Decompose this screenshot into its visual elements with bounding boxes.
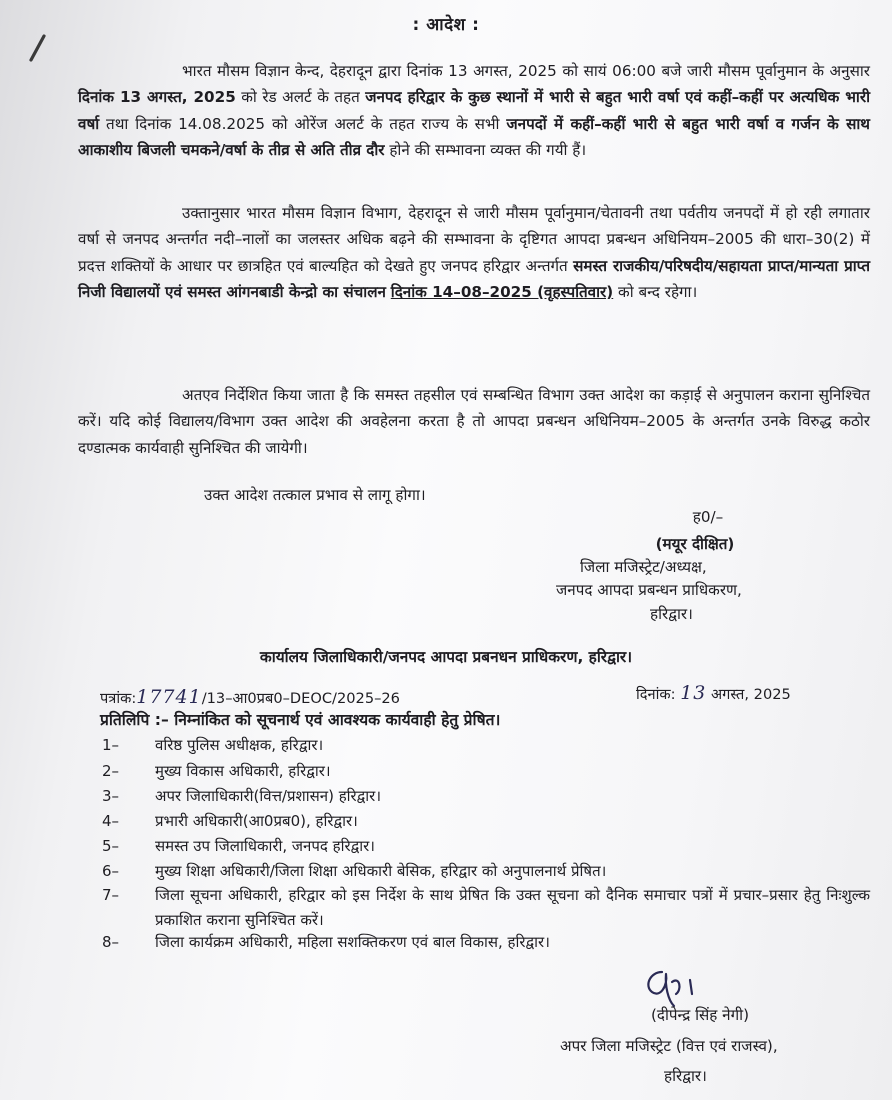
p3-text: अतएव निर्देशित किया जाता है कि समस्त तहसील एवं सम्बन्धित विभाग उक्त आदेश का कड़ाई से अनुपालन कराना सुनिश्चित करें। यदि कोई विद्यालय/विभाग उक्त आदेश की अवहेलना करता है तो आपदा प्रबन्धन अधिनियम–2005 के अन्तर्गत उनके विरुद्ध कठोर दण्डात्मक कार्यवाही सुनिश्चित की जायेगी। <box>78 386 870 457</box>
reference-number <box>100 686 400 708</box>
paragraph-school-closure <box>78 200 870 305</box>
list-item-text: अपर जिलाधिकारी(वित्त/प्रशासन) हरिद्वार। <box>155 787 382 805</box>
adm-place: हरिद्वार। <box>664 1067 707 1085</box>
dm-authority: जनपद आपदा प्रबन्धन प्राधिकरण, <box>556 581 742 599</box>
dm-name: (मयूर दीक्षित) <box>655 535 735 553</box>
list-item-number: 3– <box>102 787 120 805</box>
list-item-number: 2– <box>102 762 120 780</box>
list-item-number: 4– <box>102 812 120 830</box>
p1-bold-date: दिनांक 13 अगस्त, 2025 <box>78 88 236 107</box>
p2-closure-date: दिनांक 14–08–2025 (वृहस्पतिवार) <box>390 282 614 301</box>
list-item-number: 5– <box>102 837 120 855</box>
list-item-text: जिला कार्यक्रम अधिकारी, महिला सशक्तिकरण एवं बाल विकास, हरिद्वार। <box>155 933 550 951</box>
adm-designation: अपर जिला मजिस्ट्रेट (वित्त एवं राजस्व), <box>560 1037 778 1055</box>
p1-text-1: भारत मौसम विज्ञान केन्द, देहरादून द्वारा दिनांक 13 अगस्त, 2025 को सायं 06:00 बजे जारी मौसम पूर्वानुमान के अनुसार <box>182 62 870 80</box>
dm-signed-mark: ह0/– <box>692 508 724 526</box>
date-handwritten-day: 13 <box>680 682 707 704</box>
adm-name: (दीपेन्द्र सिंह नेगी) <box>650 1006 750 1024</box>
p2-bold-institutions: समस्त राजकीय/परिषदीय/सहायता प्राप्त/मान्यता प्राप्त निजी विद्यालयों एवं समस्त आंगनबाडी केन्द्रो का संचालन <box>78 256 870 301</box>
issue-date <box>636 682 791 704</box>
list-item-text: मुख्य शिक्षा अधिकारी/जिला शिक्षा अधिकारी बेसिक, हरिद्वार को अनुपालनार्थ प्रेषित। <box>155 862 607 880</box>
dm-place: हरिद्वार। <box>650 605 693 623</box>
date-month-year: अगस्त, 2025 <box>711 686 791 703</box>
reference-handwritten-number: 17741 <box>136 686 202 708</box>
order-title: : आदेश : <box>412 15 480 35</box>
list-item-text: प्रभारी अधिकारी(आ0प्रब0), हरिद्वार। <box>155 812 358 830</box>
copy-to-heading: प्रतिलिपि :– निम्नांकित को सूचनार्थ एवं आवश्यक कार्यवाही हेतु प्रेषित। <box>100 711 501 729</box>
paragraph-weather-forecast <box>78 58 870 163</box>
office-title: कार्यालय जिलाधिकारी/जनपद आपदा प्रबनधन प्राधिकरण, हरिद्वार। <box>259 648 633 666</box>
paragraph-effective: उक्त आदेश तत्काल प्रभाव से लागू होगा। <box>204 486 426 504</box>
p1-bold-districts-rain: जनपदों में कहीं–कहीं भारी से बहुत भारी वर्षा व गर्जन के साथ आकाशीय बिजली चमकने/वर्षा के तीव्र से अति तीव्र दौर <box>78 114 871 159</box>
p1-text-2: को रेड अलर्ट के तहत <box>235 88 366 107</box>
list-item-text: जिला सूचना अधिकारी, हरिद्वार को इस निर्देश के साथ प्रेषित कि उक्त सूचना को दैनिक समाचार पत्रों में प्रचार–प्रसार हेतु निःशुल्क प्रकाशित कराना सुनिश्चित करें। <box>155 886 870 929</box>
pen-stroke-mark <box>26 33 48 63</box>
paragraph-compliance <box>78 382 870 461</box>
p1-bold-haridwar-rain: जनपद हरिद्वार के कुछ स्थानों में भारी से बहुत भारी वर्षा एवं कहीं–कहीं पर अत्यधिक भारी वर्षा <box>78 88 871 133</box>
reference-label: पत्रांक: <box>100 690 137 707</box>
date-label: दिनांक: <box>636 686 676 703</box>
list-item-text: समस्त उप जिलाधिकारी, जनपद हरिद्वार। <box>155 837 375 855</box>
list-item-number: 7– <box>102 886 120 904</box>
list-item-text: वरिष्ठ पुलिस अधीक्षक, हरिद्वार। <box>155 736 324 754</box>
list-item-number: 1– <box>102 736 120 754</box>
list-item-number: 6– <box>102 862 120 880</box>
dm-designation: जिला मजिस्ट्रेट/अध्यक्ष, <box>580 558 707 576</box>
p1-text-4: होने की सम्भावना व्यक्त की गयी हैं। <box>384 140 587 159</box>
list-item-text: मुख्य विकास अधिकारी, हरिद्वार। <box>155 762 331 780</box>
p2-text-1: उक्तानुसार भारत मौसम विज्ञान विभाग, देहरादून से जारी मौसम पूर्वानुमान/चेतावनी तथा पर्वतीय जनपदों में हो रही लगातार वर्षा से जनपद अन्तर्गत नदी–नालों का जलस्तर अधिक बढ़ने की सम्भावना के दृष्टिगत आपदा प्रबन्धन अधिनियम–2005 की धारा–30(2) में प्रदत्त शक्तियों के आधार पर छात्रहित एवं बाल्यहित को देखते हुए जनपद हरिद्वार अन्तर्गत <box>78 204 870 275</box>
reference-suffix: /13–आ0प्रब0–DEOC/2025–26 <box>201 690 400 707</box>
p2-text-3: को बन्द रहेगा। <box>613 282 698 301</box>
list-item-number: 8– <box>102 933 120 951</box>
p1-text-3: तथा दिनांक 14.08.2025 को ओरेंज अलर्ट के तहत राज्य के सभी <box>99 114 507 133</box>
